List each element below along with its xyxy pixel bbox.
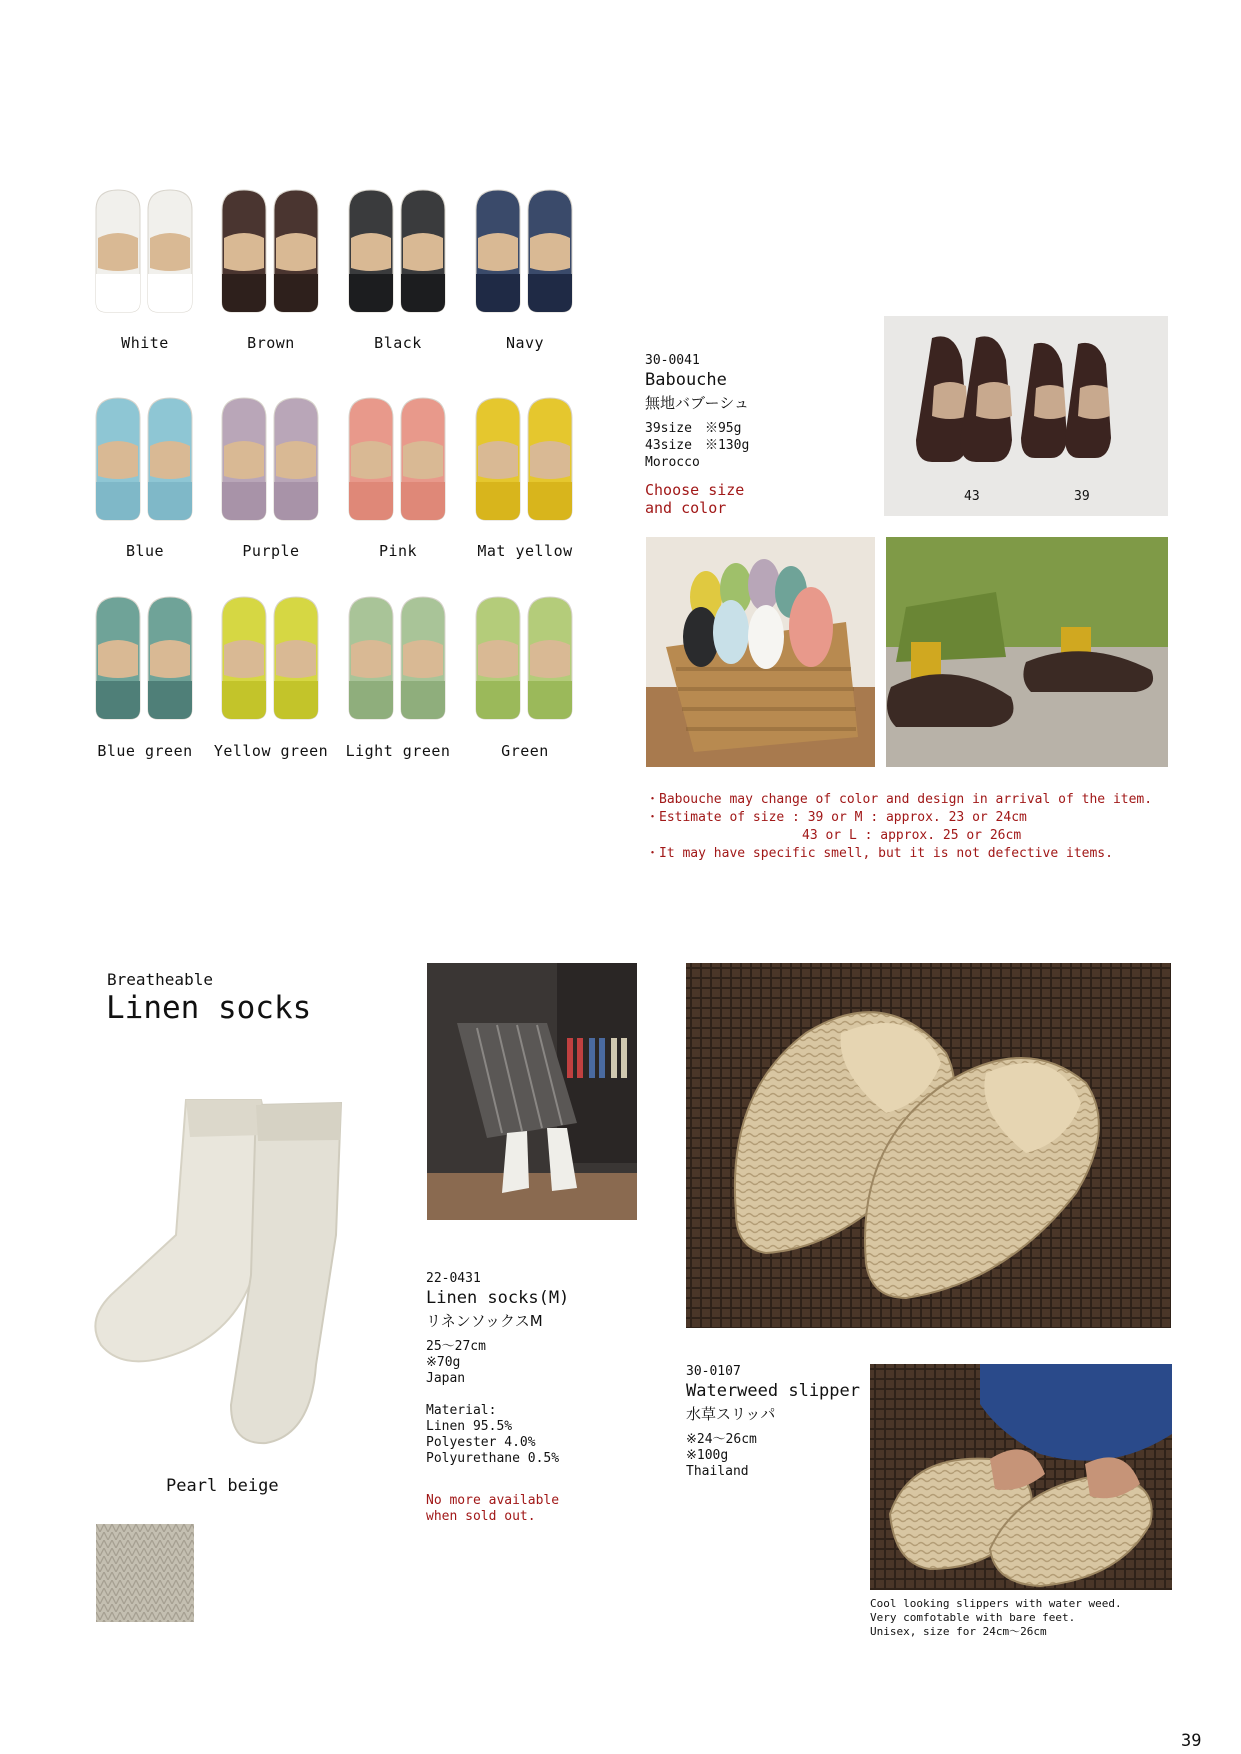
linen-material-3: Polyurethane 0.5% — [426, 1451, 560, 1466]
waterweed-name: Waterweed slipper — [686, 1381, 860, 1401]
babouche-note-1: ・Babouche may change of color and design in arrival of the item. — [646, 792, 1153, 807]
babouche-note-3: 43 or L : approx. 25 or 26cm — [802, 828, 1022, 843]
babouche-spec-43: 43size ※130g — [645, 438, 750, 453]
linen-weight: ※70g — [426, 1355, 461, 1370]
waterweed-desc-1: Cool looking slippers with water weed. — [870, 1597, 1122, 1610]
babouche-size-comparison-photo — [884, 316, 1168, 516]
babouche-color-label: Purple — [242, 542, 300, 560]
waterweed-name-jp: 水草スリッパ — [686, 1405, 776, 1423]
babouche-basket-photo — [646, 537, 875, 767]
waterweed-code: 30-0107 — [686, 1364, 741, 1379]
waterweed-size: ※24～26cm — [686, 1432, 757, 1447]
linen-code: 22-0431 — [426, 1271, 481, 1286]
babouche-swatch-pink — [343, 396, 453, 524]
linen-notice-2: when sold out. — [426, 1509, 536, 1524]
waterweed-weight: ※100g — [686, 1448, 729, 1463]
babouche-swatch-green — [470, 595, 580, 723]
babouche-swatch-white — [90, 188, 200, 316]
babouche-color-label: Green — [501, 742, 549, 760]
waterweed-worn-photo — [870, 1364, 1172, 1590]
babouche-swatch-mat-yellow — [470, 396, 580, 524]
page-number: 39 — [1181, 1731, 1202, 1751]
linen-name-jp: リネンソックスM — [426, 1312, 543, 1330]
size-label-39: 39 — [1074, 489, 1090, 504]
babouche-swatch-blue — [90, 396, 200, 524]
linen-socks-photo — [66, 1095, 356, 1455]
babouche-color-label: Brown — [247, 334, 295, 352]
babouche-43-pair — [916, 336, 1012, 462]
babouche-note-4: ・It may have specific smell, but it is not defective items. — [646, 846, 1113, 861]
linen-material-label: Material: — [426, 1403, 497, 1418]
babouche-swatch-light-green — [343, 595, 453, 723]
babouche-swatch-purple — [216, 396, 326, 524]
waterweed-desc-2: Very comfotable with bare feet. — [870, 1611, 1076, 1624]
babouche-color-label: Mat yellow — [477, 542, 573, 560]
linen-kicker: Breatheable — [107, 970, 213, 989]
babouche-name: Babouche — [645, 370, 727, 390]
linen-title: Linen socks — [106, 990, 312, 1026]
babouche-swatch-black — [343, 188, 453, 316]
babouche-worn-photo — [886, 537, 1168, 767]
waterweed-desc-3: Unisex, size for 24cm～26cm — [870, 1625, 1047, 1638]
linen-socks-worn-photo — [427, 963, 637, 1220]
linen-color-label: Pearl beige — [166, 1476, 279, 1496]
babouche-color-label: Pink — [378, 542, 418, 560]
babouche-spec-39: 39size ※95g — [645, 421, 742, 436]
babouche-swatch-navy — [470, 188, 580, 316]
linen-name: Linen socks(M) — [426, 1288, 570, 1308]
waterweed-origin: Thailand — [686, 1464, 749, 1479]
babouche-note-2: ・Estimate of size : 39 or M : approx. 23 or 24cm — [646, 810, 1027, 825]
babouche-swatch-brown — [216, 188, 326, 316]
linen-fabric-swatch — [96, 1524, 194, 1622]
size-label-43: 43 — [964, 489, 980, 504]
babouche-choose-line1: Choose size — [645, 481, 745, 499]
babouche-39-pair — [1021, 343, 1111, 458]
babouche-swatch-yellow-green — [216, 595, 326, 723]
babouche-color-label: Light green — [345, 742, 451, 760]
linen-material-1: Linen 95.5% — [426, 1419, 513, 1434]
babouche-color-label: Yellow green — [213, 742, 329, 760]
waterweed-slipper-photo — [686, 963, 1171, 1328]
babouche-color-label: Navy — [505, 334, 545, 352]
babouche-code: 30-0041 — [645, 353, 700, 368]
babouche-color-label: Blue — [125, 542, 165, 560]
babouche-swatch-blue-green — [90, 595, 200, 723]
linen-material-2: Polyester 4.0% — [426, 1435, 536, 1450]
linen-size: 25～27cm — [426, 1339, 486, 1354]
linen-notice-1: No more available — [426, 1493, 560, 1508]
babouche-name-jp: 無地バブーシュ — [645, 394, 749, 412]
babouche-origin: Morocco — [645, 455, 700, 470]
babouche-color-label: Blue green — [97, 742, 193, 760]
linen-origin: Japan — [426, 1371, 466, 1386]
babouche-choose-line2: and color — [645, 499, 727, 517]
babouche-color-label: Black — [374, 334, 422, 352]
babouche-color-label: White — [121, 334, 169, 352]
